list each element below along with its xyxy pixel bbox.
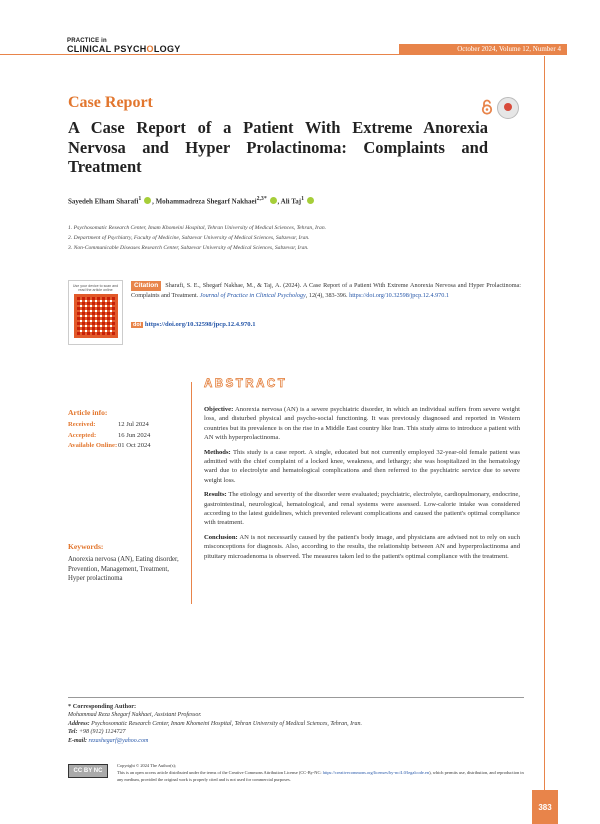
article-title: A Case Report of a Patient With Extreme Anorexia Nervosa and Hyper Prolactinoma: Complaints and Treatment bbox=[68, 118, 488, 176]
orcid-icon[interactable] bbox=[270, 197, 277, 204]
author-name: Ali Taj bbox=[280, 197, 302, 206]
crossmark-icon[interactable] bbox=[497, 97, 519, 119]
article-type: Case Report bbox=[68, 94, 153, 111]
qr-panel bbox=[68, 280, 123, 345]
doi-link[interactable]: https://doi.org/10.32598/jpcp.12.4.970.1 bbox=[144, 321, 256, 328]
author-name: Sayedeh Elham Sharafi bbox=[68, 197, 139, 206]
footer-divider bbox=[68, 697, 524, 698]
page-number: 383 bbox=[532, 790, 558, 824]
abstract-objective: Objective: Anorexia nervosa (AN) is a severe psychiatric disorder, in which an individual suffers from severe weight loss, and disturbed physical and psycho-social functioning. It was previously diagnosed and reported in Western countries but its prevalence is on the rise in a Middle East country like Iran. This study aims to introduce a patient with AN with hyperprolactinoma. bbox=[204, 406, 520, 441]
corresponding-author: * Corresponding Author: Mohammad Reza Shegarf Nakhaei, Assistant Professor. Address: Psychosomatic Research Center, Imam Khomeini Hospital, Tehran University of Medical Sciences, Tehran, Iran. Tel: +98 (912) 1124727 E-mail: rezashegarf@yahoo.com bbox=[68, 703, 362, 744]
affiliation: 2. Department of Psychiatry, Faculty of Medicine, Sabzevar University of Medical Sciences, Sabzevar, Iran. bbox=[68, 235, 310, 241]
creative-commons-icon[interactable]: CC BY NC bbox=[68, 764, 108, 778]
column-divider bbox=[191, 382, 192, 604]
journal-logo-top: PRACTICE in bbox=[67, 38, 107, 44]
citation-block: Citation Sharafi, S. E., Shegarf Nakhae, M., & Taj, A. (2024). A Case Report of a Patient With Extreme Anorexia Nervosa and Hyper Prolactinoma: Complaints and Treatment. Journal of Practice in Clinical Psychology, 12(4), 383-396. https://doi.org/10.32598/jpcp.12.4.970.1 bbox=[131, 282, 521, 299]
affiliations bbox=[68, 223, 326, 253]
affiliation: 3. Non-Communicable Diseases Research Center, Sabzevar University of Medical Sciences, Sabzevar, Iran. bbox=[68, 245, 309, 251]
affiliation: 1. Psychosomatic Research Center, Imam Khomeini Hospital, Tehran University of Medical Sciences, Tehran, Iran. bbox=[68, 225, 327, 231]
open-access-icon[interactable] bbox=[480, 99, 494, 115]
journal-logo bbox=[67, 38, 181, 54]
abstract-methods: Methods: This study is a case report. A single, educated but not currently employed 32-year-old female patient was admitted with the chief complaint of a locked knee, weakness, and lethargy; she was hospitalized in the hematology ward due to electrolyte and hematological complications and then referred to the psychiatric service due to severe weight loss. bbox=[204, 448, 520, 484]
author-name: Mohammadreza Shegarf Nakhaei bbox=[155, 197, 257, 206]
license-link[interactable]: https://creativecommons.org/licenses/by-nc/4.0/legalcode.en bbox=[322, 770, 430, 775]
online-date: 01 Oct 2024 bbox=[118, 442, 151, 449]
orcid-icon[interactable] bbox=[307, 197, 314, 204]
abstract-results: Results: The etiology and severity of the disorder were evaluated; psychiatric, electrolyte, cardiopulmonary, endocrine, gastrointestinal, neurological, hematological, and renal systems were assessed. Low-calorie intake was considered according to the latest guidelines, which prevented relevant complications and caused the patient's optimal compliance with treatment. bbox=[204, 491, 520, 527]
article-dates: Received: 12 Jul 2024 Accepted: 16 Jun 2024 Available Online:01 Oct 2024 bbox=[68, 421, 151, 449]
issue-banner: October 2024, Volume 12, Number 4 bbox=[399, 44, 567, 55]
citation-pages: (4), 383-396. bbox=[315, 291, 348, 299]
email-link[interactable]: rezashegarf@yahoo.com bbox=[88, 737, 149, 744]
journal-logo-bottom: CLINICAL PSYCHOLOGY bbox=[67, 44, 181, 54]
citation-badge: Citation bbox=[131, 281, 161, 291]
received-date: 12 Jul 2024 bbox=[118, 421, 149, 428]
citation-volume: 12 bbox=[308, 291, 316, 299]
qr-code-icon[interactable] bbox=[74, 294, 118, 338]
article-info-label: Article info: bbox=[68, 408, 108, 417]
accepted-date: 16 Jun 2024 bbox=[118, 431, 151, 439]
doi-line bbox=[131, 321, 256, 328]
abstract-conclusion: Conclusion: AN is not necessarily caused by the patient's body image, and physicians are advised not to rely on such misconceptions for diagnosis. Also, according to the results, the relationship between AN and hyperprolactinoma and pituitary microadenoma is observed. The measures taken led to the patient's optimal compliance with the treatment. bbox=[204, 534, 520, 560]
doi-icon: doi bbox=[133, 322, 142, 328]
citation-journal[interactable]: Journal of Practice in Clinical Psychology bbox=[199, 291, 306, 299]
corresponding-name: Mohammad Reza Shegarf Nakhaei, Assistant Professor. bbox=[68, 712, 202, 719]
license-text: Copyright © 2024 The Author(s); This is an open access article distributed under the terms of the Creative Commons Attribution License (CC-By-NC: https://creativecommons.org/licenses/by-nc/4.0/legalcode.en), which permits use, distribution, and reproduction in any medium, provided the original work is properly cited and is not used for commercial purposes. bbox=[117, 763, 524, 782]
abstract-body bbox=[204, 405, 520, 566]
keywords-list: Anorexia nervosa (AN), Eating disorder, Prevention, Management, Treatment, Hyper prolactinoma bbox=[68, 556, 179, 583]
author-list: Sayedeh Elham Sharafi$^1$ , Mohammadreza Shegarf Nakhaei$^{2,3*}$ , Ali Taj$^1$ bbox=[68, 196, 315, 205]
citation-doi[interactable]: https://doi.org/10.32598/jpcp.12.4.970.1 bbox=[349, 291, 450, 299]
keywords-label: Keywords: bbox=[68, 542, 104, 551]
accent-side-rule bbox=[544, 56, 545, 790]
qr-caption: Use your device to scan and read the article online bbox=[72, 284, 119, 292]
citation-text: Sharafi, S. E., Shegarf Nakhae, M., & Taj, A. (2024). A Case Report of a Patient With Extreme Anorexia Nervosa and Hyper Prolactinoma: Complaints and Treatment. bbox=[131, 282, 521, 299]
orcid-icon[interactable] bbox=[144, 197, 151, 204]
abstract-heading: ABSTRACT bbox=[204, 378, 288, 390]
